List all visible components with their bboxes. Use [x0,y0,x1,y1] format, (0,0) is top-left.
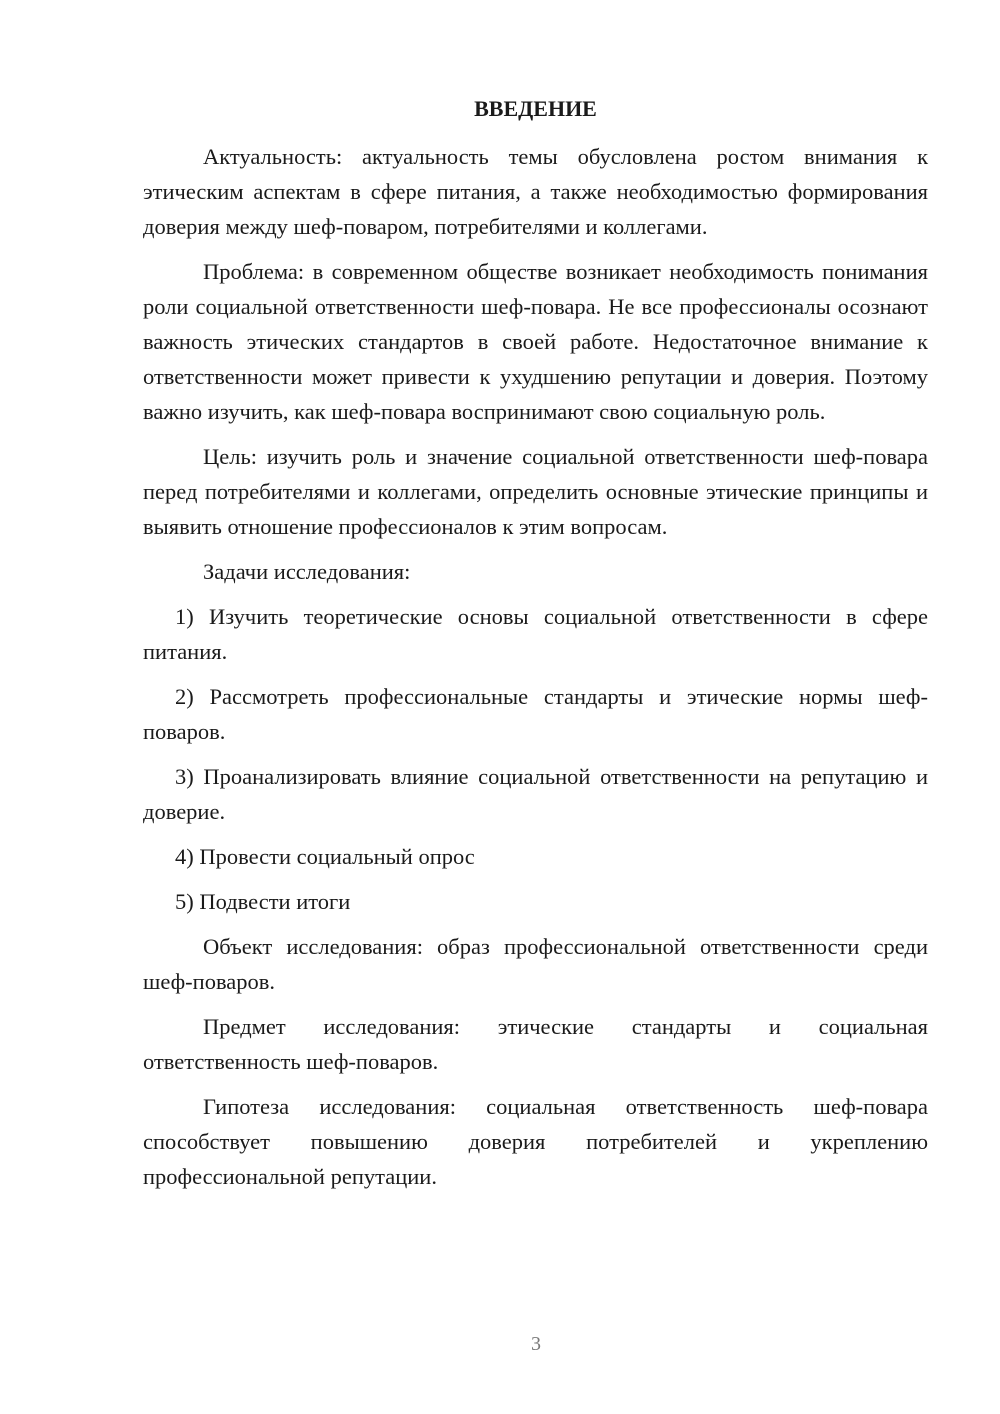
paragraph-object: Объект исследования: образ профессиональной ответственности среди шеф-поваров. [143,934,928,994]
page-number: 3 [531,1333,541,1355]
paragraph-relevance: Актуальность: актуальность темы обусловлена ростом внимания к этическим аспектам в сфере питания, а также необходимостью формирования доверия между шеф-поваром, потребителями и коллегами. [143,144,928,239]
task-item-5: 5) Подвести итоги [175,889,351,914]
task-item-3: 3) Проанализировать влияние социальной ответственности на репутацию и доверие. [143,764,928,824]
task-item-4: 4) Провести социальный опрос [175,844,475,869]
paragraph-problem: Проблема: в современном обществе возникает необходимость понимания роли социальной ответственности шеф-повара. Не все профессионалы осознают важность этических стандартов в своей работе. Недостаточное внимание к ответственности может привести к ухудшению репутации и доверия. Поэтому важно изучить, как шеф-повара воспринимают свою социальную роль. [143,259,928,424]
task-item-1: 1) Изучить теоретические основы социальной ответственности в сфере питания. [143,604,928,664]
paragraph-subject: Предмет исследования: этические стандарты и социальная ответственность шеф-поваров. [143,1014,928,1074]
paragraph-goal: Цель: изучить роль и значение социальной ответственности шеф-повара перед потребителями и коллегами, определить основные этические принципы и выявить отношение профессионалов к этим вопросам. [143,444,928,539]
task-item-2: 2) Рассмотреть профессиональные стандарты и этические нормы шеф-поваров. [143,684,928,744]
page-content [143,94,928,1204]
section-title: ВВЕДЕНИЕ [474,96,597,121]
tasks-heading: Задачи исследования: [203,559,411,584]
paragraph-hypothesis: Гипотеза исследования: социальная ответственность шеф-повара способствует повышению доверия потребителей и укреплению профессиональной репутации. [143,1094,928,1189]
